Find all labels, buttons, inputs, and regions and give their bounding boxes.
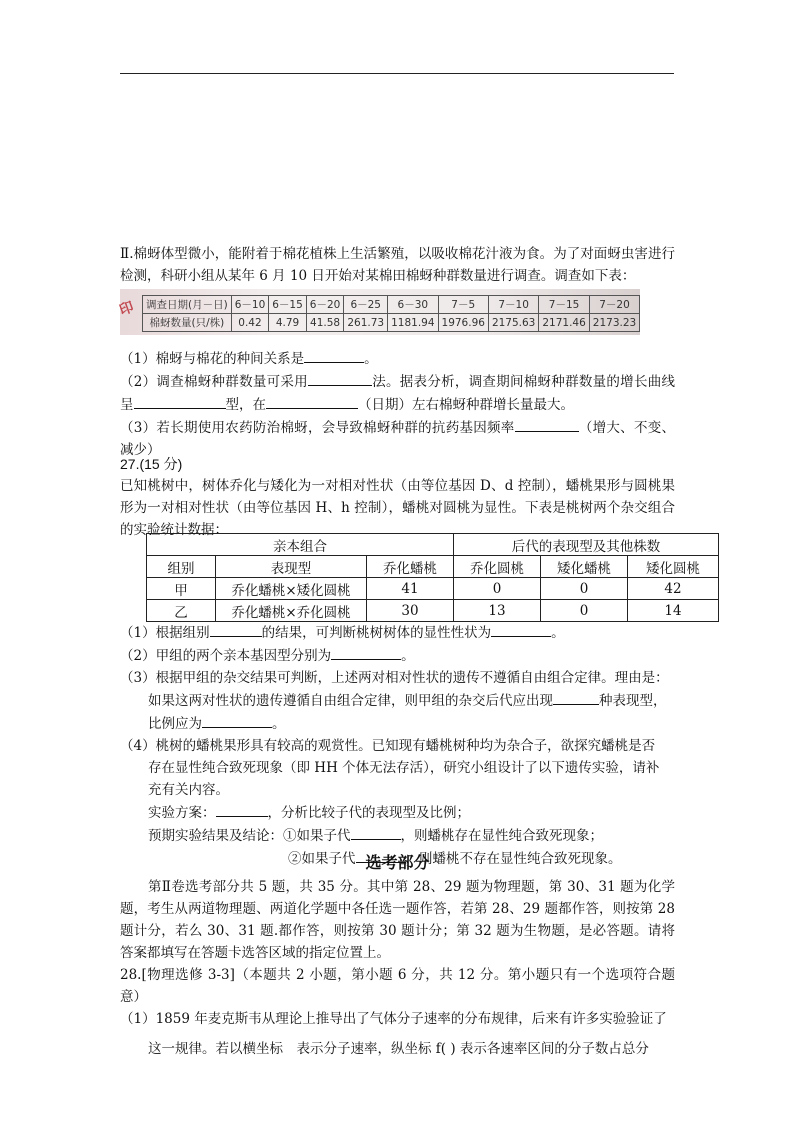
aphid-survey-table (142, 295, 640, 332)
date-cell: 6－10 (231, 296, 269, 314)
date-cell: 6－20 (306, 296, 344, 314)
q27-sub-1 (120, 621, 675, 644)
table-row (147, 534, 719, 556)
q27-sub-3-line2 (120, 689, 675, 712)
experiment-plan (120, 801, 675, 824)
count-cell: 2175.63 (488, 314, 538, 332)
part2-intro: Ⅱ.棉蚜体型微小，能附着于棉花植株上生活繁殖，以吸收棉花汁液为食。为了对面蚜虫害进行检测，科研小组从某年 6 月 10 日开始对某棉田棉蚜种群数量进行调查。调查如下表： (120, 246, 675, 284)
answer-blank[interactable] (331, 644, 401, 660)
table-row (147, 600, 719, 622)
s1-end: 。 (551, 625, 565, 641)
value-cell: 0 (454, 578, 541, 600)
count-cell: 41.58 (306, 314, 344, 332)
question-1 (120, 347, 675, 370)
q28-sub-1: （1）1859 年麦克斯韦从理论上推导出了气体分子速率的分布规律，后来有许多实验验证了 (120, 1011, 667, 1027)
question-27-intro (120, 453, 675, 541)
stamp-mark: 印 (117, 299, 137, 320)
plan-text: ，分析比较子代的表现型及比例； (267, 805, 470, 821)
s2-end: 。 (401, 648, 415, 664)
date-cell: 7－15 (539, 296, 589, 314)
answer-blank[interactable] (553, 689, 599, 705)
header-col: 矮化圆桃 (628, 556, 719, 578)
aphid-survey-table-image (117, 289, 640, 335)
value-cell: 41 (367, 578, 454, 600)
value-cell: 42 (628, 578, 719, 600)
date-row-label: 调查日期(月－日) (143, 296, 232, 314)
section-title: 选考部分 (365, 853, 430, 872)
q27-intro: 已知桃树中，树体乔化与矮化为一对相对性状（由等位基因 D、d 控制），蟠桃果形与圆桃果形为一对相对性状（由等位基因 H、h 控制），蟠桃对圆桃为显性。下表是桃树两个杂交组合的实验统计数据： (120, 478, 675, 538)
count-cell: 261.73 (344, 314, 388, 332)
count-cell: 2173.23 (589, 314, 639, 332)
date-cell: 7－20 (589, 296, 639, 314)
q2-text: （2）调查棉蚜种群数量可采用 (120, 374, 308, 390)
q27-sub-2 (120, 644, 675, 667)
count-cell: 2171.46 (539, 314, 589, 332)
cross-table (146, 533, 719, 622)
value-cell: 0 (541, 600, 628, 622)
header-parent: 亲本组合 (147, 534, 454, 556)
table-row (147, 556, 719, 578)
count-cell: 1181.94 (388, 314, 438, 332)
count-cell: 1976.96 (438, 314, 488, 332)
answer-blank[interactable] (134, 393, 226, 409)
q1-end: 。 (364, 351, 378, 367)
q27-heading: 27.(15 分) (120, 456, 183, 472)
header-rule (120, 73, 674, 74)
pred-text-a: 预期实验结果及结论：①如果子代 (148, 828, 351, 844)
date-cell: 7－5 (438, 296, 488, 314)
date-cell: 7－10 (488, 296, 538, 314)
s3-end: 。 (272, 716, 286, 732)
answer-blank[interactable] (515, 416, 579, 432)
q2-text-c: 型，在 (225, 397, 266, 413)
s3-text-c: 种表现型， (599, 693, 667, 709)
q27-subquestions (120, 621, 675, 870)
header-col: 矮化蟠桃 (541, 556, 628, 578)
q27-sub-4-line3: 充有关内容。 (148, 782, 229, 798)
count-cell: 4.79 (269, 314, 307, 332)
value-cell: 0 (541, 578, 628, 600)
value-cell: 13 (454, 600, 541, 622)
q28-sub-1-line2: 这一规律。若以横坐标 表示分子速率，纵坐标 f( ) 表示各速率区间的分子数占总分 (148, 1041, 649, 1057)
table-row (147, 578, 719, 600)
q27-sub-3-line3 (120, 712, 675, 735)
header-col: 乔化圆桃 (454, 556, 541, 578)
pred-text-b: ，则蟠桃存在显性纯合致死现象； (400, 828, 603, 844)
elective-section (120, 850, 675, 1060)
date-cell: 6－30 (388, 296, 438, 314)
s1-text-b: 的结果，可判断桃树树体的显性性状为 (261, 625, 492, 641)
s3-text-b: 如果这两对性状的遗传遵循自由组合定律，则甲组的杂交后代应出现 (148, 693, 553, 709)
phenotype-cell: 乔化蟠桃×乔化圆桃 (216, 600, 367, 622)
answer-blank[interactable] (210, 621, 262, 637)
aphid-questions (120, 347, 675, 461)
answer-blank[interactable] (491, 621, 551, 637)
answer-blank[interactable] (202, 712, 272, 728)
part2-intro-block (120, 243, 675, 287)
header-phenotype: 表现型 (216, 556, 367, 578)
table-row (143, 296, 640, 314)
answer-blank[interactable] (216, 801, 268, 817)
header-offspring: 后代的表现型及其他株数 (454, 534, 719, 556)
value-cell: 14 (628, 600, 719, 622)
table-row (143, 314, 640, 332)
q3-end: （增大、不变、减少） (120, 420, 676, 458)
group-cell: 甲 (147, 578, 216, 600)
pred-text-d: ，则蟠桃不存在显性纯合致死现象。 (405, 851, 622, 867)
answer-blank[interactable] (266, 393, 358, 409)
q27-sub-4: （4）桃树的蟠桃果形具有较高的观赏性。已知现有蟠桃树种均为杂合子，欲探究蟠桃是否 (120, 738, 656, 754)
q3-text: （3）若长期使用农药防治棉蚜，会导致棉蚜种群的抗药基因频率 (120, 420, 515, 436)
answer-blank[interactable] (351, 824, 401, 840)
header-col: 乔化蟠桃 (367, 556, 454, 578)
date-cell: 6－25 (344, 296, 388, 314)
phenotype-cell: 乔化蟠桃×矮化圆桃 (216, 578, 367, 600)
answer-blank[interactable] (304, 347, 364, 363)
count-cell: 0.42 (231, 314, 269, 332)
date-cell: 6－15 (269, 296, 307, 314)
question-2 (120, 370, 675, 416)
s3-text-d: 比例应为 (148, 716, 202, 732)
q2-text-b: 法。据表分析，调查期间棉蚜种群数量的增长曲线呈 (120, 374, 676, 413)
header-group: 组别 (147, 556, 216, 578)
expected-result-1 (120, 824, 675, 847)
q27-sub-4-line2: 存在显性纯合致死现象（即 HH 个体无法存活），研究小组设计了以下遗传实验，请补 (148, 760, 660, 776)
value-cell: 30 (367, 600, 454, 622)
q28-heading: 28.[物理选修 3-3]（本题共 2 小题，第小题 6 分，共 12 分。第小题只有一个选项符合题意） (120, 967, 675, 1005)
q27-sub-3: （3）根据甲组的杂交结果可判断，上述两对相对性状的遗传不遵循自由组合定律。理由是： (120, 670, 669, 686)
answer-blank[interactable] (308, 370, 372, 386)
q2-text-d: （日期）左右棉蚜种群增长量最大。 (358, 397, 574, 413)
q1-text: （1）棉蚜与棉花的种间关系是 (120, 351, 305, 367)
elective-intro: 第Ⅱ卷选考部分共 5 题，共 35 分。其中第 28、29 题为物理题，第 30、31 题为化学题，考生从两道物理题、两道化学题中各任选一题作答，若第 28、29 题都作答，则按第 28 题计分，若么 30、31 题.都作答，则按第 30 题计分；第 32 题为生物题，是必答题。请将答案都填写在答题卡选答区域的指定位置上。 (120, 879, 675, 961)
pred-text-c: ②如果子代 (288, 851, 356, 867)
s2-text: （2）甲组的两个亲本基因型分别为 (120, 648, 332, 664)
plan-label: 实验方案： (148, 805, 216, 821)
count-row-label: 棉蚜数量(只/株) (143, 314, 232, 332)
group-cell: 乙 (147, 600, 216, 622)
s1-text: （1）根据组别 (120, 625, 210, 641)
